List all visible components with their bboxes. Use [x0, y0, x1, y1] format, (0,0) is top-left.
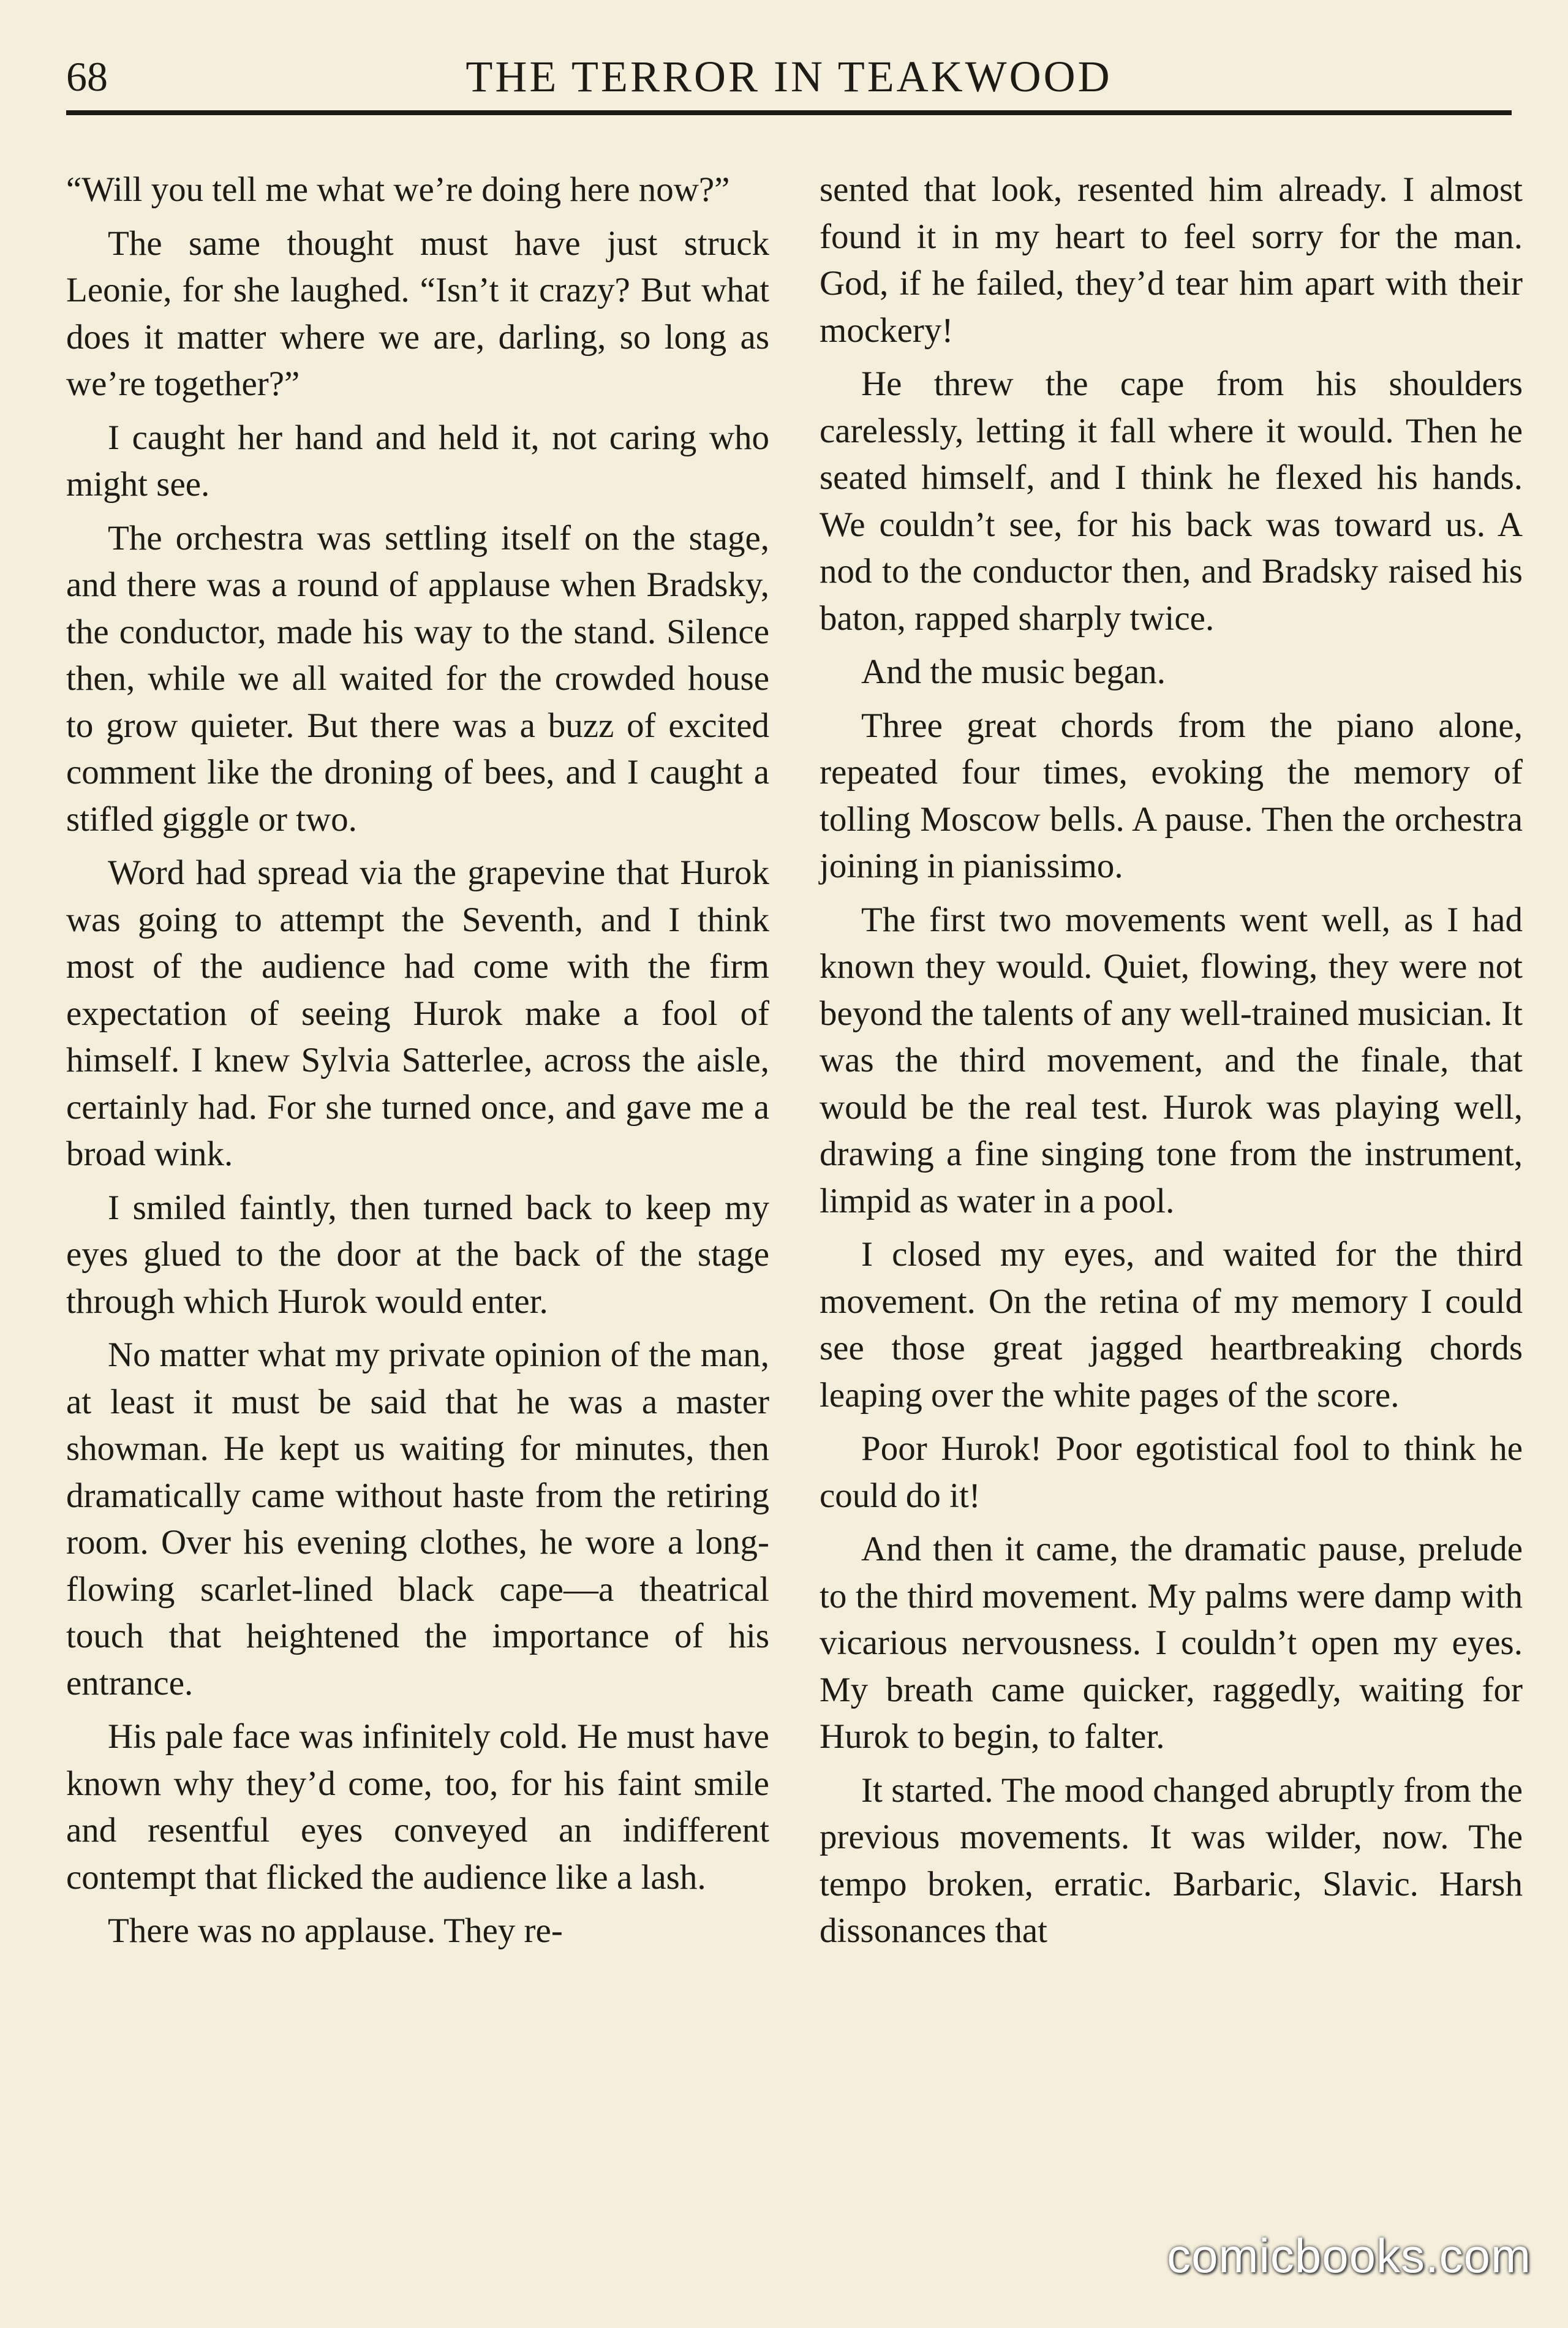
paragraph: I caught her hand and held it, not caring who might see.	[66, 418, 769, 504]
paragraph: I smiled faintly, then turned back to keep my eyes glued to the door at the back of the stage through which Hurok would enter.	[66, 1188, 769, 1321]
paragraph: sented that look, resented him already. I almost found it in my heart to feel sorry for the man. God, if he failed, they’d tear him apart with their mockery!	[820, 170, 1523, 350]
paragraph: I closed my eyes, and waited for the third movement. On the retina of my memory I could see those great jagged heartbreaking chords leaping over the white pages of the score.	[820, 1235, 1523, 1415]
page-header	[66, 43, 1512, 115]
paragraph: No matter what my private opinion of the man, at least it must be said that he was a master showman. He kept us waiting for minutes, then dramatically came without haste from the retiring room. Over his evening clothes, he wore a long-flowing scarlet-lined black cape—a theatrical touch that heightened the importance of his entrance.	[66, 1336, 769, 1703]
paragraph: There was no applause. They re-	[108, 1911, 563, 1950]
paragraph: The first two movements went well, as I had known they would. Quiet, flowing, they were not beyond the talents of any well-trained musician. It was the third movement, and the finale, that would be the real test. Hurok was playing well, drawing a fine singing tone from the instrument, limpid as water in a pool.	[820, 900, 1523, 1220]
paragraph: “Will you tell me what we’re doing here now?”	[66, 170, 730, 209]
paragraph: Three great chords from the piano alone, repeated four times, evoking the memory of tolling Moscow bells. A pause. Then the orchestra joining in pianissimo.	[820, 706, 1523, 885]
paragraph: It started. The mood changed abruptly from the previous movements. It was wilder, now. The tempo broken, erratic. Barbaric, Slavic. Harsh dissonances that	[820, 1771, 1523, 1950]
paragraph: And then it came, the dramatic pause, prelude to the third movement. My palms were damp with vicarious nervousness. I couldn’t open my eyes. My breath came quicker, raggedly, waiting for Hurok to begin, to falter.	[820, 1530, 1523, 1756]
paragraph: He threw the cape from his shoulders carelessly, letting it fall where it would. Then he seated himself, and I think he flexed his hands. We couldn’t see, for his back was toward us. A nod to the conductor then, and Bradsky raised his baton, rapped sharply twice.	[820, 365, 1523, 638]
paragraph: The same thought must have just struck Leonie, for she laughed. “Isn’t it crazy? But what does it matter where we are, darling, so long as we’re together?”	[66, 224, 769, 403]
paragraph: And the music began.	[861, 652, 1166, 691]
paragraph: Poor Hurok! Poor egotistical fool to think he could do it!	[820, 1429, 1523, 1515]
paragraph: The orchestra was settling itself on the stage, and there was a round of applause when Bradsky, the conductor, made his way to the stand. Silence then, while we all waited for the crowded house to grow quieter. But there was a buzz of excited comment like the droning of bees, and I caught a stifled giggle or two.	[66, 518, 769, 839]
paragraph: Word had spread via the grapevine that Hurok was going to attempt the Seventh, and I think most of the audience had come with the firm expectation of seeing Hurok make a fool of himself. I knew Sylvia Satterlee, across the aisle, certainly had. For she turned once, and gave me a broad wink.	[66, 853, 769, 1173]
left-column	[66, 167, 769, 1955]
right-column	[820, 167, 1523, 1955]
paragraph: His pale face was infinitely cold. He must have known why they’d come, too, for his faint smile and resentful eyes conveyed an indifferent contempt that flicked the audience like a lash.	[66, 1717, 769, 1897]
watermark: comicbooks.com	[1167, 2229, 1531, 2283]
page-number: 68	[66, 53, 108, 100]
running-title: THE TERROR IN TEAKWOOD	[466, 52, 1112, 101]
